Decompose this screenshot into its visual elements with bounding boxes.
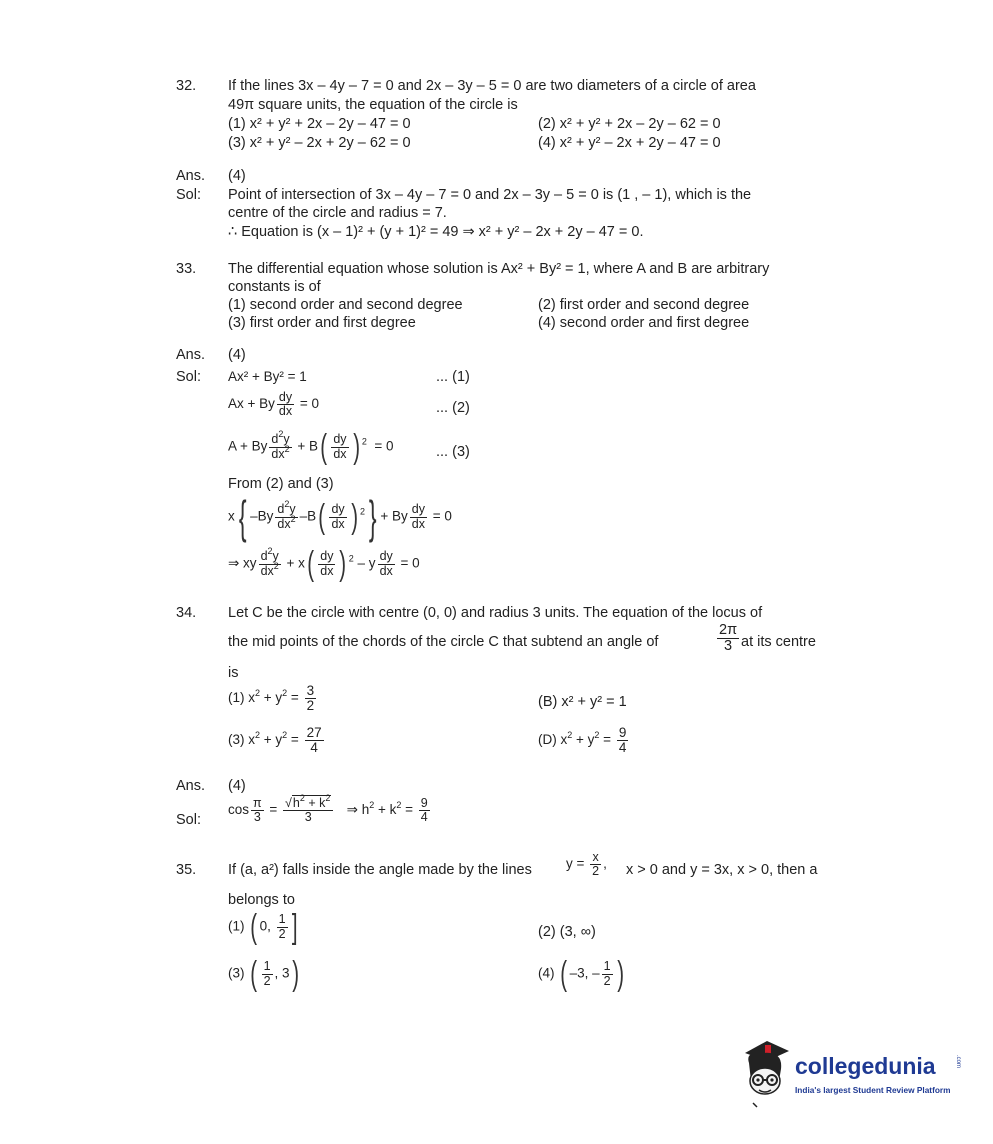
solution-text: centre of the circle and radius = 7. bbox=[228, 205, 447, 221]
option-1: (1) ( 0, $\frac{1}{2}$ ] bbox=[228, 908, 298, 946]
equation-3: A + By $\frac{d^2y}{dx^2}$ + B( $\frac{dy}{dx}$ ) $^2$ = 0 bbox=[228, 428, 394, 466]
question-number: 33. bbox=[176, 261, 197, 277]
answer-label: Ans. bbox=[176, 347, 206, 363]
question-text: constants is of bbox=[228, 279, 321, 295]
angle-numerator: 2π bbox=[719, 622, 738, 638]
angle-fraction bbox=[715, 623, 741, 654]
answer-value: (4) bbox=[228, 778, 246, 794]
equation-4: x{ –By $\frac{d^2y}{dx^2}$ –B( $\frac{dy}{dx}$ ) $^2$} + By $\frac{dy}{dx}$ = 0 bbox=[228, 491, 452, 543]
answer-label: Ans. bbox=[176, 778, 206, 794]
solution-text: Point of intersection of 3x – 4y – 7 = 0 and 2x – 3y – 5 = 0 is (1 , – 1), which is the bbox=[228, 187, 752, 203]
equation-tag: ... (3) bbox=[436, 444, 470, 460]
option-4: (4) second order and first degree bbox=[538, 315, 750, 331]
option-4: (4) ( –3, – $\frac{1}{2}$ ) bbox=[538, 955, 624, 993]
line-equation: y = $\frac{x}{2}$ , bbox=[566, 850, 607, 879]
logo-wordmark: collegedunia bbox=[795, 1053, 936, 1079]
question-text: The differential equation whose solution is Ax² + By² = 1, where A and B are arbitrary bbox=[228, 261, 770, 277]
equation-1: Ax² + By² = 1 bbox=[228, 369, 307, 384]
option-4: (4) x² + y² – 2x + 2y – 47 = 0 bbox=[538, 135, 721, 151]
option-2: (2) first order and second degree bbox=[538, 297, 750, 313]
solution-equation: cos $\frac{\pi}{3}$ = $\frac{√h^2 + k^2}{3}$ ⇒ $h^2 + k^2$ = $\frac{9}{4}$ bbox=[228, 793, 428, 825]
question-number: 34. bbox=[176, 605, 197, 621]
question-text: x > 0 and y = 3x, x > 0, then a bbox=[626, 862, 818, 878]
logo-tagline: India's largest Student Review Platform bbox=[795, 1085, 951, 1095]
question-text: Let C be the circle with centre (0, 0) and radius 3 units. The equation of the locus of bbox=[228, 605, 763, 621]
answer-value: (4) bbox=[228, 347, 246, 363]
option-4: (D) $x^2 + y^2$ = $\frac{9}{4}$ bbox=[538, 725, 627, 756]
question-number: 35. bbox=[176, 862, 197, 878]
option-1: (1) $x^2 + y^2$ = $\frac{3}{2}$ bbox=[228, 683, 315, 714]
collegedunia-logo bbox=[735, 1033, 965, 1113]
question-text: 49π square units, the equation of the circle is bbox=[228, 97, 518, 113]
question-text: the mid points of the chords of the circle C that subtend an angle of bbox=[228, 634, 659, 650]
question-number: 32. bbox=[176, 78, 197, 94]
angle-denominator: 3 bbox=[724, 638, 733, 655]
question-text: is bbox=[228, 665, 239, 681]
option-3: (3) $x^2 + y^2$ = $\frac{27}{4}$ bbox=[228, 725, 322, 756]
solution-text: From (2) and (3) bbox=[228, 476, 334, 492]
solution-text: ∴ Equation is (x – 1)² + (y + 1)² = 49 ⇒ x² + y² – 2x + 2y – 47 = 0. bbox=[228, 224, 644, 240]
question-text: If the lines 3x – 4y – 7 = 0 and 2x – 3y – 5 = 0 are two diameters of a circle of area bbox=[228, 78, 756, 94]
logo-tld: .com bbox=[955, 1055, 961, 1069]
equation-5: ⇒ xy $\frac{d^2y}{dx^2}$ + x( $\frac{dy}{dx}$ ) $^2$ – y $\frac{dy}{dx}$ = 0 bbox=[228, 545, 420, 583]
option-1: (1) second order and second degree bbox=[228, 297, 463, 313]
answer-label: Ans. bbox=[176, 168, 206, 184]
equation-2: Ax + By $\frac{dy}{dx}$ = 0 bbox=[228, 390, 320, 419]
option-2: (2) (3, ∞) bbox=[538, 924, 596, 940]
solution-label: Sol: bbox=[176, 812, 201, 828]
answer-value: (4) bbox=[228, 168, 246, 184]
option-3: (3) ( $\frac{1}{2}$ , 3) bbox=[228, 955, 299, 993]
question-text: If (a, a²) falls inside the angle made by the lines bbox=[228, 862, 532, 878]
solution-label: Sol: bbox=[176, 369, 201, 385]
equation-tag: ... (1) bbox=[436, 369, 470, 385]
option-3: (3) first order and first degree bbox=[228, 315, 416, 331]
option-3: (3) x² + y² – 2x + 2y – 62 = 0 bbox=[228, 135, 411, 151]
question-text: at its centre bbox=[741, 634, 816, 650]
solution-label: Sol: bbox=[176, 187, 201, 203]
mascot-icon bbox=[735, 1033, 795, 1113]
question-text: belongs to bbox=[228, 892, 295, 908]
option-2: (2) x² + y² + 2x – 2y – 62 = 0 bbox=[538, 116, 721, 132]
option-1: (1) x² + y² + 2x – 2y – 47 = 0 bbox=[228, 116, 411, 132]
equation-tag: ... (2) bbox=[436, 400, 470, 416]
option-2: (B) x² + y² = 1 bbox=[538, 694, 627, 710]
